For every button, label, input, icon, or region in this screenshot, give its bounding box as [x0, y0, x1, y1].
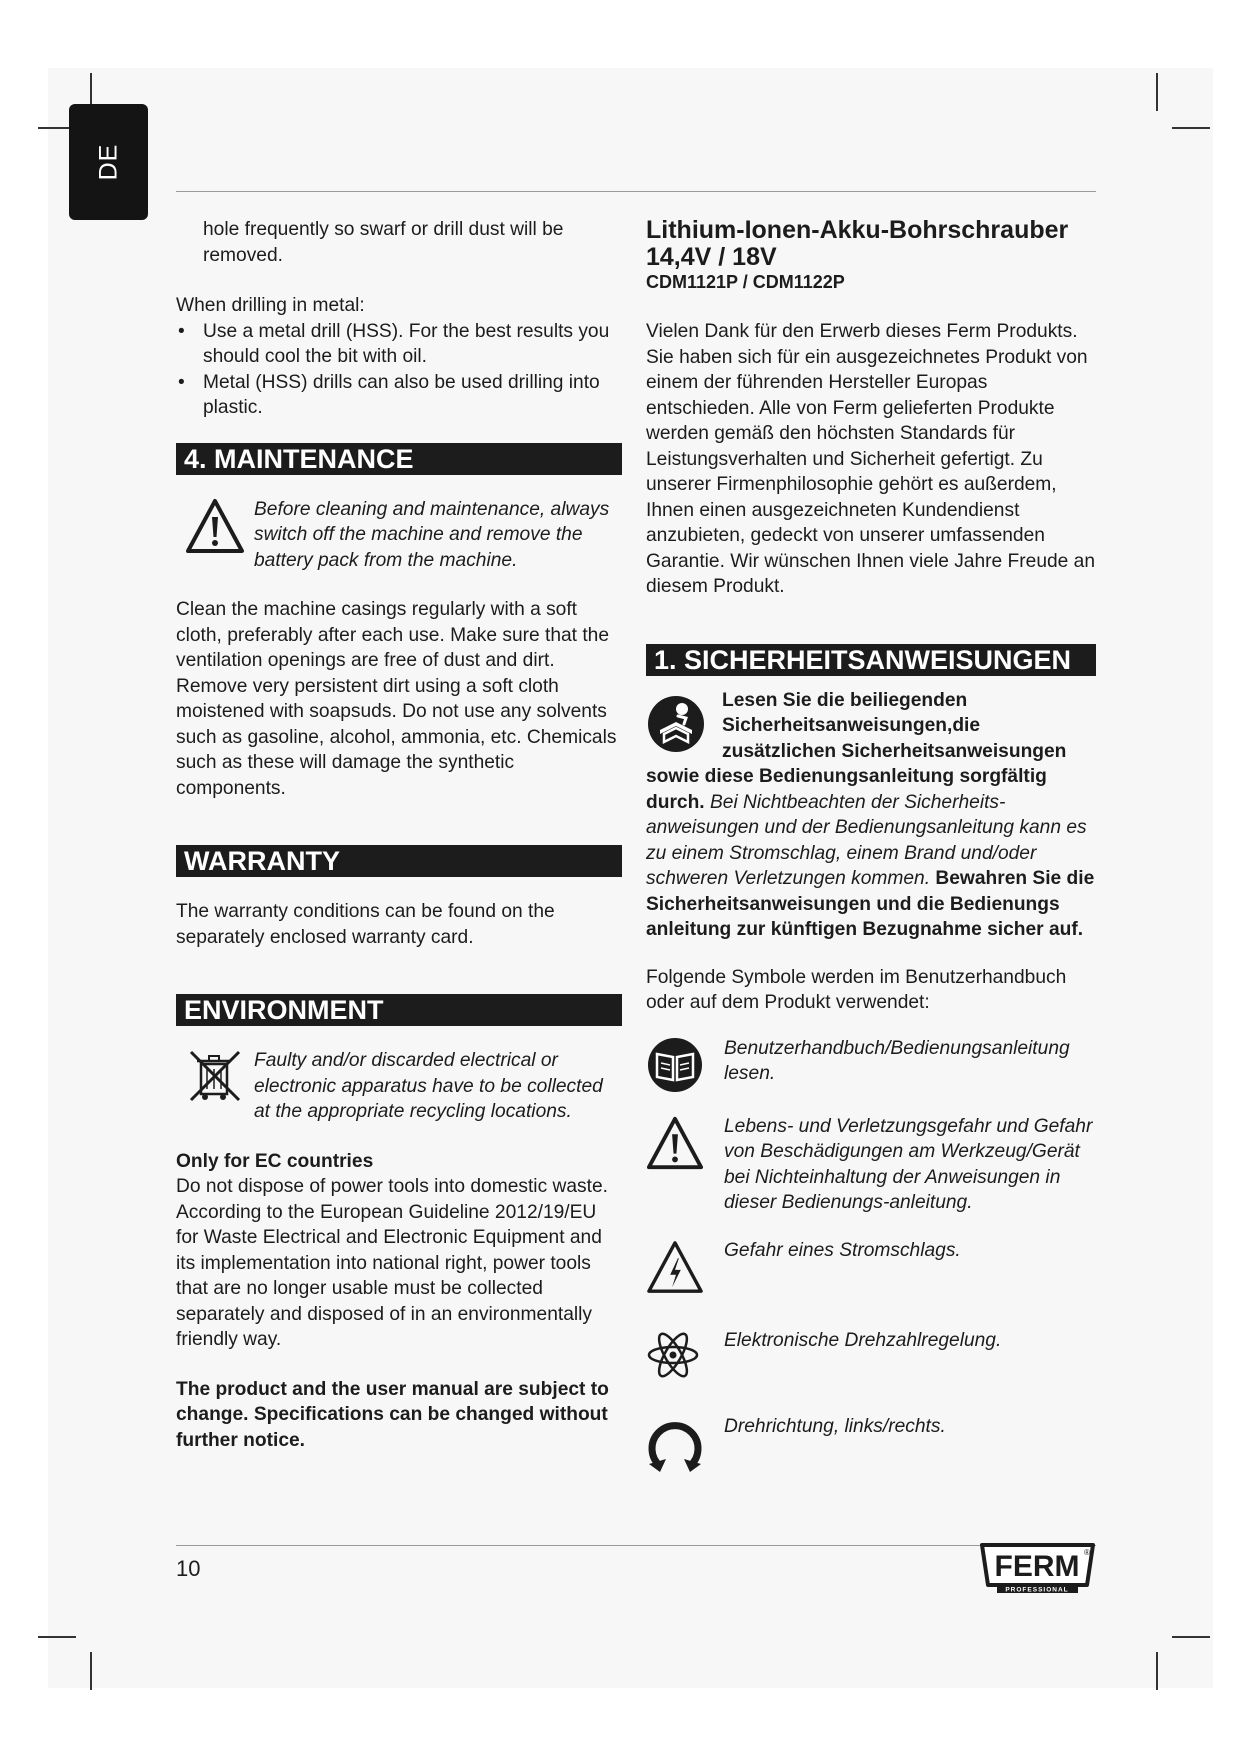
symbol-text: Lebens- und Verletzungsgefahr und Gefahr von Beschädigungen am Werkzeug/Gerät bei Nichteinhaltung der Anweisungen in dieser Bedienungs-anleitung. [724, 1115, 1093, 1213]
environment-note [176, 1048, 622, 1125]
document-title: Lithium-Ionen-Akku-Bohrschrauber 14,4V / 18V [646, 216, 1069, 271]
symbol-row [646, 1238, 1096, 1296]
symbol-text: Elektronische Drehzahlregelung. [724, 1329, 1002, 1351]
read-manual-icon [646, 694, 706, 754]
rotation-direction-icon [646, 1414, 704, 1474]
symbol-row [646, 1414, 1096, 1474]
header-rule [176, 191, 1096, 192]
right-column [646, 217, 1096, 1474]
symbols-intro: Folgende Symbole werden im Benutzerhandbuch oder auf dem Produkt verwendet: [646, 966, 1067, 1013]
page-number: 10 [176, 1556, 201, 1581]
logo-wordmark: FERM [994, 1550, 1080, 1583]
crop-mark [1156, 1652, 1158, 1690]
crop-mark [1156, 73, 1158, 111]
safety-read-notice [646, 688, 1096, 943]
metal-bullet-list [176, 319, 622, 421]
logo-trademark: ® [1084, 1548, 1090, 1557]
warranty-heading: WARRANTY [176, 845, 622, 877]
crop-mark [90, 1652, 92, 1690]
warning-triangle-icon [185, 497, 245, 555]
crossed-out-bin-icon [187, 1048, 243, 1104]
environment-note-text: Faulty and/or discarded electrical or electronic apparatus have to be collected at the appropriate recycling locations. [254, 1050, 603, 1122]
symbol-row [646, 1328, 1096, 1382]
left-column [176, 217, 622, 1453]
book-icon [646, 1036, 704, 1094]
logo-subtext: PROFESSIONAL [1005, 1586, 1069, 1593]
crop-mark [1172, 1636, 1210, 1638]
read-notice-bold-1: Lesen Sie die beiliegenden Sicherheitsanweisungen,die zusätzlichen Sicherheitsanweisungen sowie diese Bedienungsanleitung sorgfältig durch. [646, 689, 1067, 813]
electronic-speed-control-icon [646, 1328, 700, 1382]
crop-mark [38, 1636, 76, 1638]
symbol-text: Drehrichtung, links/rechts. [724, 1415, 946, 1437]
list-item: • Metal (HSS) drills can also be used drilling into plastic. [176, 370, 622, 421]
warranty-body: The warranty conditions can be found on the separately enclosed warranty card. [176, 901, 555, 948]
read-notice-italic: Bei Nichtbeachten der Sicherheits-anweisungen und der Bedienungsanleitung kann es zu einem Stromschlag, einem Brand und/oder schweren Verletzungen kommen. [646, 791, 1087, 889]
environment-heading: ENVIRONMENT [176, 994, 622, 1026]
disclaimer: The product and the user manual are subject to change. Specifications can be changed without further notice. [176, 1378, 609, 1451]
ec-heading: Only for EC countries [176, 1150, 374, 1172]
read-notice-bold-2: Bewahren Sie die Sicherheitsanweisungen und die Bedienungs anleitung zur künftigen Bezugnahme sicher auf. [646, 868, 1095, 940]
safety-heading: 1. SICHERHEITSANWEISUNGEN [646, 644, 1096, 676]
metal-heading: When drilling in metal: [176, 295, 365, 316]
footer-rule [176, 1545, 1096, 1546]
symbol-row [646, 1036, 1096, 1094]
crop-mark [1172, 127, 1210, 129]
ferm-logo [979, 1541, 1096, 1598]
symbol-text: Benutzerhandbuch/Bedienungsanleitung lesen. [724, 1037, 1070, 1084]
list-item: • Use a metal drill (HSS). For the best results you should cool the bit with oil. [176, 319, 622, 370]
maintenance-warning [176, 497, 622, 574]
warning-triangle-icon [646, 1114, 704, 1172]
maintenance-body: Clean the machine casings regularly with a soft cloth, preferably after each use. Make sure that the ventilation openings are free of dust and dirt. Remove very persistent dirt using a soft cloth moistened with soapsuds. Do not use any solvents such as gasoline, alcohol, ammonia, etc. Chemicals such as these will damage the synthetic components. [176, 599, 617, 799]
maintenance-warning-text: Before cleaning and maintenance, always switch off the machine and remove the battery pack from the machine. [254, 498, 610, 571]
symbol-row [646, 1114, 1096, 1216]
language-tab-label: DE [94, 143, 122, 181]
language-tab [69, 104, 148, 220]
model-numbers: CDM1121P / CDM1122P [646, 272, 845, 292]
intro-text: Vielen Dank für den Erwerb dieses Ferm Produkts. Sie haben sich für ein ausgezeichnetes Produkt von einem der führenden Hersteller Europas entschieden. Alle von Ferm gelieferten Produkte werden gemäß den höchsten Standards für Leistungsverhalten und Sicherheit gefertigt. Zu unserer Firmenphilosophie gehört es außerdem, Ihnen einen ausgezeichneten Kundendienst anzubieten, gedeckt von unserer umfassenden Garantie. Wir wünschen Ihnen viele Jahre Freude an diesem Produkt. [646, 321, 1096, 597]
ec-body: Do not dispose of power tools into domestic waste. According to the European Guideline 2012/19/EU for Waste Electrical and Electronic Equipment and its implementation into national right, power tools that are no longer usable must be collected separately and disposed of in an environmentally friendly way. [176, 1176, 608, 1350]
drill-continuation: hole frequently so swarf or drill dust will be removed. [203, 219, 564, 266]
symbol-text: Gefahr eines Stromschlags. [724, 1239, 961, 1261]
maintenance-heading: 4. MAINTENANCE [176, 443, 622, 475]
electric-shock-icon [646, 1238, 704, 1296]
